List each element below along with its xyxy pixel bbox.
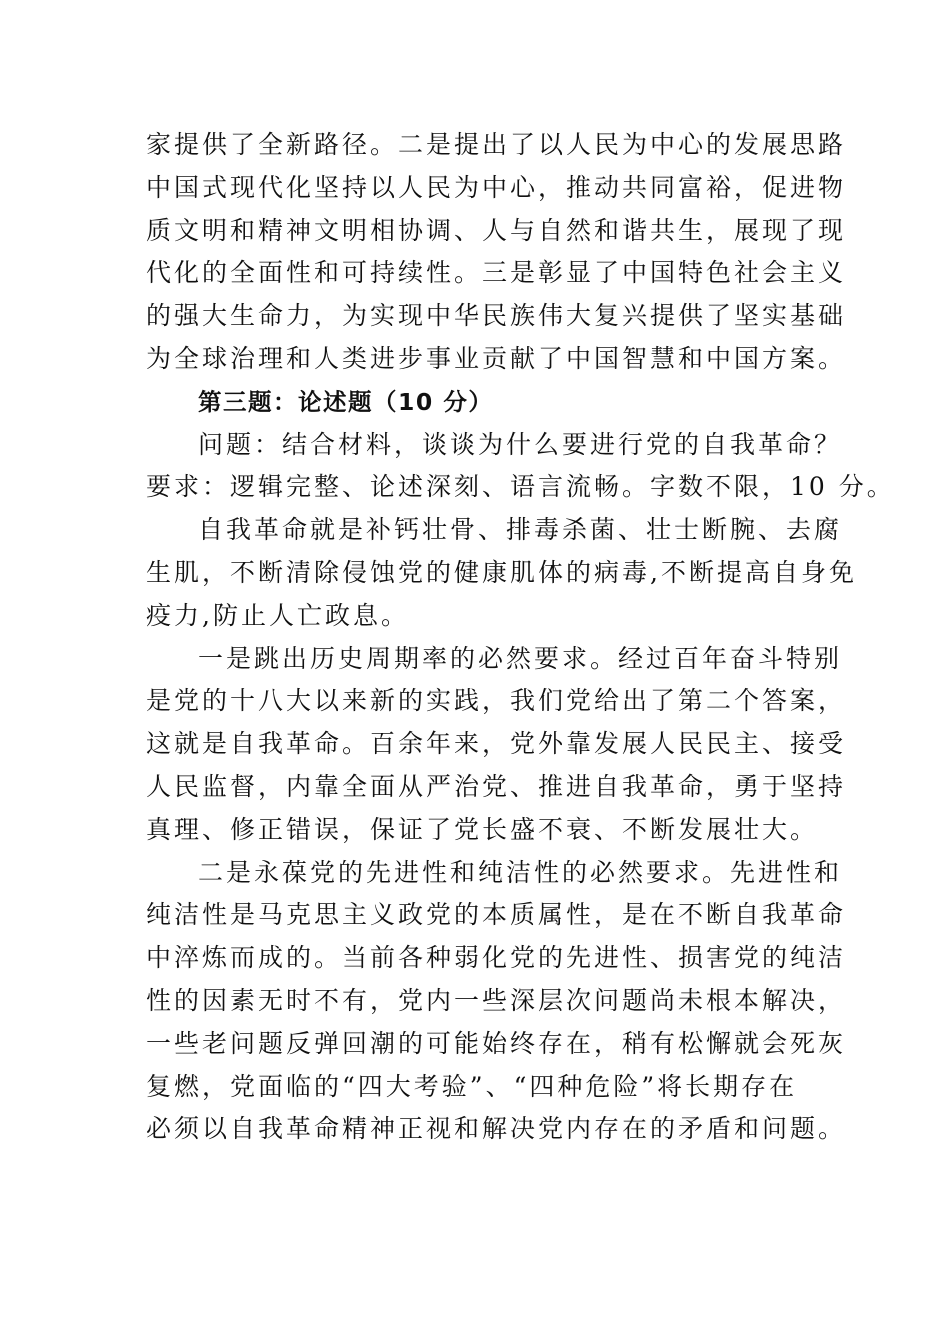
paragraph3-line: 是党的十八大以来新的实践，我们党给出了第二个答案， bbox=[146, 686, 847, 716]
paragraph2-line: 自我革命就是补钙壮骨、排毒杀菌、壮士断腕、去腐 bbox=[198, 515, 843, 545]
paragraph3-line: 人民监督，内靠全面从严治党、推进自我革命，勇于坚持 bbox=[146, 771, 847, 801]
paragraph1-line: 中国式现代化坚持以人民为中心，推动共同富裕，促进物 bbox=[146, 172, 847, 202]
paragraph1-line: 质文明和精神文明相协调、人与自然和谐共生，展现了现 bbox=[146, 215, 847, 245]
paragraph2-line: 生肌，不断清除侵蚀党的健康肌体的病毒,不断提高自身免 bbox=[146, 557, 857, 587]
paragraph1-line: 为全球治理和人类进步事业贡献了中国智慧和中国方案。 bbox=[146, 343, 847, 373]
paragraph1-line: 家提供了全新路径。二是提出了以人民为中心的发展思路 bbox=[146, 130, 847, 159]
section-heading: 第三题：论述题（10 分） bbox=[198, 387, 494, 416]
paragraph4-line: 中淬炼而成的。当前各种弱化党的先进性、损害党的纯洁 bbox=[146, 943, 847, 973]
paragraph4-line: 二是永葆党的先进性和纯洁性的必然要求。先进性和 bbox=[198, 857, 843, 887]
document-body bbox=[146, 124, 895, 1151]
paragraph3-line: 真理、修正错误，保证了党长盛不衰、不断发展壮大。 bbox=[146, 814, 819, 844]
paragraph4-line: 一些老问题反弹回潮的可能始终存在，稍有松懈就会死灰 bbox=[146, 1028, 847, 1058]
requirement-line: 要求：逻辑完整、论述深刻、语言流畅。字数不限，10 分。 bbox=[146, 472, 895, 502]
paragraph2-line: 疫力,防止人亡政息。 bbox=[146, 600, 409, 630]
paragraph4-line: 性的因素无时不有，党内一些深层次问题尚未根本解决， bbox=[146, 985, 847, 1015]
paragraph4-line: 纯洁性是马克思主义政党的本质属性，是在不断自我革命 bbox=[146, 900, 847, 930]
paragraph3-line: 一是跳出历史周期率的必然要求。经过百年奋斗特别 bbox=[198, 643, 843, 673]
paragraph1-line: 代化的全面性和可持续性。三是彰显了中国特色社会主义 bbox=[146, 258, 847, 288]
paragraph4-line: 必须以自我革命精神正视和解决党内存在的矛盾和问题。 bbox=[146, 1114, 847, 1144]
question-line: 问题：结合材料，谈谈为什么要进行党的自我革命？ bbox=[198, 429, 843, 459]
paragraph3-line: 这就是自我革命。百余年来，党外靠发展人民民主、接受 bbox=[146, 729, 847, 759]
paragraph1-line: 的强大生命力，为实现中华民族伟大复兴提供了坚实基础 bbox=[146, 301, 847, 331]
paragraph4-line: 复燃，党面临的“四大考验”、“四种危险”将长期存在 bbox=[146, 1071, 798, 1101]
